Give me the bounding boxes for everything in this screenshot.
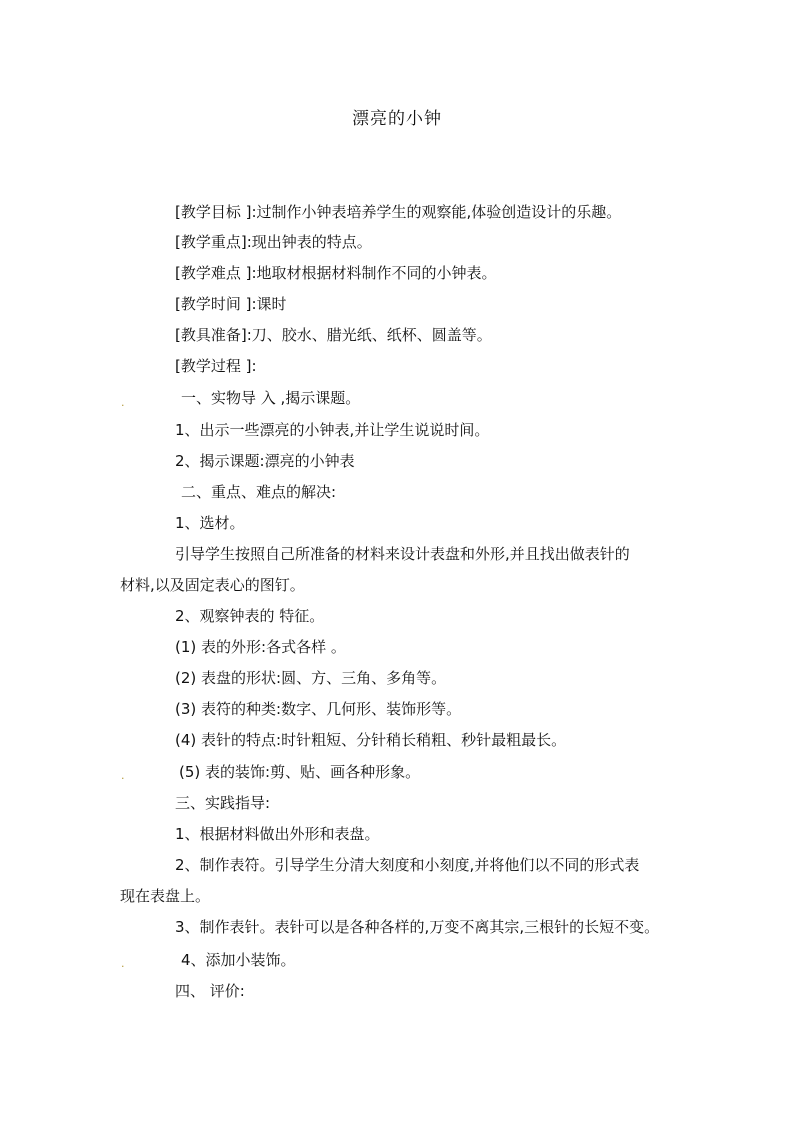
process-line: [教学过程 ]: (175, 357, 257, 375)
time-line: [教学时间 ]:课时 (175, 295, 287, 313)
margin-mark: . (121, 769, 125, 782)
list-item: 2、观察钟表的 特征。 (175, 607, 325, 625)
list-item: 4、添加小装饰。 (181, 951, 296, 969)
section-1-heading: 一、实物导 入 ,揭示课题。 (181, 389, 361, 407)
section-3-heading: 三、实践指导: (175, 794, 271, 812)
difficulty-line: [教学难点 ]:地取材根据材料制作不同的小钟表。 (175, 264, 497, 282)
list-item: (3) 表符的种类:数字、几何形、装饰形等。 (175, 700, 462, 718)
paragraph-line: 引导学生按照自己所准备的材料来设计表盘和外形,并且找出做表针的 (175, 545, 630, 563)
margin-mark: . (121, 396, 125, 409)
list-item: (2) 表盘的形状:圆、方、三角、多角等。 (175, 669, 447, 687)
key-point-line: [教学重点]:现出钟表的特点。 (175, 233, 372, 251)
paragraph-line: 现在表盘上。 (120, 887, 211, 905)
list-item: (5) 表的装饰:剪、贴、画各种形象。 (179, 763, 421, 781)
section-4-heading: 四、 评价: (175, 982, 245, 1000)
list-item: 1、根据材料做出外形和表盘。 (175, 825, 380, 843)
margin-mark: . (121, 957, 125, 970)
materials-line: [教具准备]:刀、胶水、腊光纸、纸杯、圆盖等。 (175, 326, 492, 344)
paragraph-line: 材料,以及固定表心的图钉。 (120, 576, 305, 594)
paragraph-line: 3、制作表针。表针可以是各种各样的,万变不离其宗,三根针的长短不变。 (175, 918, 660, 936)
list-item: 1、选材。 (175, 514, 245, 532)
list-item: (1) 表的外形:各式各样 。 (175, 638, 346, 656)
paragraph-line: 2、制作表符。引导学生分清大刻度和小刻度,并将他们以不同的形式表 (175, 856, 640, 874)
list-item: (4) 表针的特点:时针粗短、分针稍长稍粗、秒针最粗最长。 (175, 731, 567, 749)
list-item: 2、揭示课题:漂亮的小钟表 (175, 452, 355, 470)
page-title: 漂亮的小钟 (352, 109, 442, 129)
section-2-heading: 二、重点、难点的解决: (181, 483, 337, 501)
list-item: 1、出示一些漂亮的小钟表,并让学生说说时间。 (175, 421, 490, 439)
objective-line: [教学目标 ]:过制作小钟表培养学生的观察能,体验创造设计的乐趣。 (175, 203, 622, 221)
